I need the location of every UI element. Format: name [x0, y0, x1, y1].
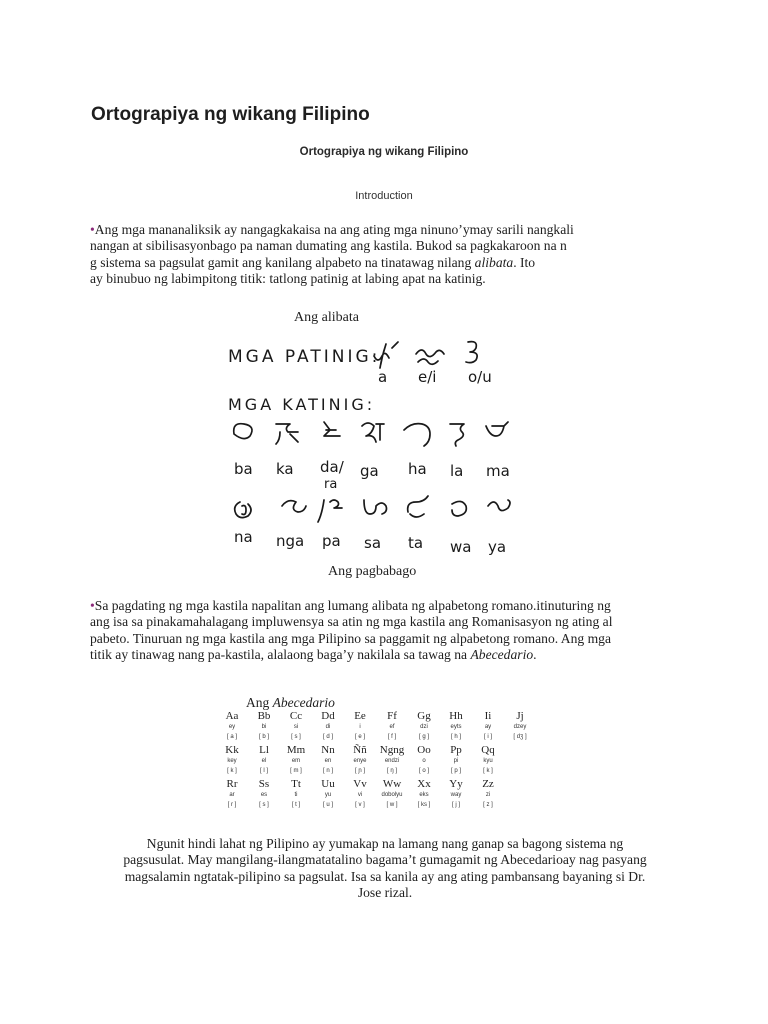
glyph-ba	[234, 424, 252, 439]
abecedario-letter-name: em	[291, 758, 301, 764]
abecedario-letter: Ww	[382, 778, 402, 790]
glyph-ka	[276, 424, 298, 444]
abecedario-cell	[216, 710, 248, 742]
abecedario-letter: Pp	[450, 744, 462, 756]
abecedario-cell	[472, 710, 504, 742]
alibata-caption: Ang alibata	[294, 310, 359, 325]
glyph-ha	[404, 424, 430, 446]
glyph-pa	[318, 500, 342, 522]
paragraph-line: pabeto. Tinuruan ng mga kastila ang mga Pilipino sa paggamit ng alpabetong romano. Ang mga	[90, 630, 612, 646]
paragraph-line: .	[533, 646, 537, 662]
abecedario-table	[216, 710, 536, 810]
alibata-term: alibata	[474, 254, 514, 270]
abecedario-letter: Ll	[259, 744, 269, 756]
glyph-ma	[486, 422, 508, 436]
glyph-ga	[362, 423, 384, 442]
abecedario-cell	[216, 778, 248, 810]
abecedario-cell	[216, 744, 248, 776]
abecedario-letter: Vv	[353, 778, 367, 790]
abecedario-cell	[408, 744, 440, 776]
abecedario-letter-sound: [ f ]	[387, 734, 397, 740]
abecedario-letter-sound: [ e ]	[354, 734, 365, 740]
abecedario-letter-sound: [ ɲ ]	[354, 768, 365, 774]
alibata-chart-image	[220, 330, 540, 562]
intro-heading: Introduction	[355, 190, 413, 202]
abecedario-letter-name: es	[260, 792, 268, 798]
abecedario-letter-name: eks	[419, 792, 429, 798]
abecedario-letter: Bb	[257, 710, 271, 722]
abecedario-row	[216, 778, 536, 810]
abecedario-letter-sound: [ u ]	[322, 802, 333, 808]
abecedario-cell	[472, 778, 504, 810]
abecedario-letter-name: bi	[261, 724, 267, 730]
abecedario-letter-name: dzey	[513, 724, 527, 730]
abecedario-letter: Ññ	[353, 744, 367, 756]
paragraph-line: Sa pagdating ng mga kastila napalitan ang lumang alibata ng alpabetong romano.itinuturing ng	[94, 598, 611, 613]
abecedario-letter-name: dzi	[420, 724, 428, 730]
abecedario-letter-sound: [ a ]	[226, 734, 237, 740]
abecedario-cell	[280, 778, 312, 810]
glyph-da	[324, 422, 340, 436]
vowel-label: e/i	[418, 368, 437, 386]
abecedario-cell	[376, 778, 408, 810]
glyph-la	[450, 424, 464, 446]
glyph-na	[235, 502, 251, 518]
abecedario-letter: Aa	[225, 710, 239, 722]
abecedario-letter-sound: [ s ]	[291, 734, 301, 740]
caption-term: Abecedario	[272, 695, 335, 710]
abecedario-letter-sound: [ k ]	[483, 768, 493, 774]
abecedario-term: Abecedario	[470, 646, 534, 662]
consonant-label: nga	[276, 532, 305, 550]
abecedario-letter-sound: [ ks ]	[417, 802, 431, 808]
abecedario-cell	[312, 778, 344, 810]
abecedario-letter-sound: [ l ]	[259, 768, 268, 774]
abecedario-letter: Cc	[289, 710, 303, 722]
abecedario-cell	[376, 744, 408, 776]
abecedario-letter: Ss	[258, 778, 270, 790]
abecedario-letter: Rr	[226, 778, 238, 790]
abecedario-letter-sound: [ p ]	[450, 768, 461, 774]
consonant-label: na	[234, 528, 253, 546]
abecedario-cell	[312, 710, 344, 742]
paragraph-line: pagsusulat. May mangilang-ilangmatatalino bagama’t gumagamit ng Abecedarioay nag pasyang	[123, 852, 647, 868]
abecedario-letter-name: eyts	[450, 724, 462, 730]
consonant-label: da/	[320, 458, 344, 476]
abecedario-caption	[246, 695, 335, 711]
consonant-label: la	[450, 462, 464, 480]
abecedario-letter-name: el	[261, 758, 267, 764]
abecedario-letter-name: way	[450, 792, 462, 798]
abecedario-letter-sound: [ n ]	[322, 768, 333, 774]
abecedario-letter: Jj	[516, 710, 524, 722]
paragraph-rizal	[90, 836, 680, 901]
glyph-nga	[282, 501, 306, 512]
katinig-label: MGA KATINIG:	[228, 395, 376, 414]
abecedario-letter-sound: [ h ]	[450, 734, 461, 740]
abecedario-cell	[248, 778, 280, 810]
abecedario-row	[216, 744, 536, 776]
abecedario-letter-sound: [ s ]	[259, 802, 269, 808]
abecedario-letter: Gg	[417, 710, 431, 722]
abecedario-cell	[280, 744, 312, 776]
abecedario-letter-name: ef	[389, 724, 395, 730]
consonant-label: ba	[234, 460, 253, 478]
consonant-label: sa	[364, 534, 382, 552]
vowel-label: o/u	[468, 368, 492, 386]
abecedario-letter: Ee	[354, 710, 366, 722]
paragraph-line: Jose rizal.	[357, 884, 413, 900]
document-subtitle: Ortograpiya ng wikang Filipino	[299, 146, 469, 158]
consonant-glyphs-row1	[234, 422, 508, 446]
paragraph-line: magsalamin ngtatak-pilipino sa pagsulat. Isa sa kanila ay ang ating pambansang bayaning si Dr.	[124, 868, 646, 884]
abecedario-letter-name: o	[422, 758, 426, 764]
abecedario-cell	[344, 744, 376, 776]
abecedario-letter-name: ey	[228, 724, 236, 730]
abecedario-letter-name: endzi	[384, 758, 400, 764]
abecedario-cell	[344, 710, 376, 742]
abecedario-letter-name: key	[227, 758, 237, 764]
consonant-labels-row2	[234, 528, 506, 556]
consonant-label: ka	[276, 460, 294, 478]
abecedario-letter-name: enye	[353, 758, 367, 764]
abecedario-letter-sound: [ b ]	[258, 734, 269, 740]
glyph-ta	[408, 496, 428, 517]
abecedario-cell	[504, 710, 536, 742]
consonant-label: wa	[450, 538, 472, 556]
abecedario-letter-name: kyu	[483, 758, 493, 764]
abecedario-letter: Ff	[387, 710, 397, 722]
consonant-label: ta	[408, 534, 424, 552]
consonant-label: ma	[486, 462, 510, 480]
consonant-label: ha	[408, 460, 427, 478]
abecedario-row	[216, 710, 536, 742]
patinig-label: MGA PATINIG:	[228, 347, 381, 367]
abecedario-cell	[408, 778, 440, 810]
paragraph-romanization	[90, 598, 680, 663]
abecedario-letter-name: ar	[229, 792, 235, 798]
paragraph-alibata-intro	[90, 222, 680, 287]
paragraph-line: titik ay tinawag nang pa-kastila, alalaong baga’y nakilala sa tawag na	[90, 646, 471, 662]
abecedario-letter: Xx	[417, 778, 431, 790]
abecedario-letter-name: i	[359, 724, 361, 730]
abecedario-cell	[344, 778, 376, 810]
abecedario-letter-name: vi	[357, 792, 363, 798]
bullet-mark: •	[90, 598, 95, 613]
paragraph-line: ay binubuo ng labimpitong titik: tatlong patinig at labing apat na katinig.	[90, 270, 486, 286]
abecedario-letter: Tt	[291, 778, 301, 790]
abecedario-letter: Qq	[481, 744, 495, 756]
vowel-label: a	[378, 368, 388, 386]
abecedario-letter-sound: [ m ]	[290, 768, 302, 774]
abecedario-letter-name: di	[325, 724, 331, 730]
abecedario-letter-name: si	[293, 724, 299, 730]
paragraph-line: . Ito	[513, 254, 536, 270]
abecedario-cell	[248, 710, 280, 742]
glyph-wa	[452, 501, 466, 516]
abecedario-letter: Mm	[286, 744, 306, 756]
vowel-glyph-ei	[416, 350, 444, 364]
abecedario-letter: Dd	[321, 710, 335, 722]
abecedario-letter-name: yu	[324, 792, 332, 798]
abecedario-cell	[440, 710, 472, 742]
abecedario-letter: Zz	[482, 778, 494, 790]
paragraph-line: nangan at sibilisasyonbago pa naman dumating ang kastila. Bukod sa pagkakaroon na n	[90, 238, 567, 254]
abecedario-letter-name: ay	[484, 724, 492, 730]
bullet-mark: •	[90, 222, 95, 237]
paragraph-line: g sistema sa pagsulat gamit ang kanilang alpabeto na tinatawag nilang	[90, 254, 475, 270]
abecedario-letter-sound: [ g ]	[418, 734, 429, 740]
abecedario-cell	[440, 778, 472, 810]
paragraph-line: Ngunit hindi lahat ng Pilipino ay yumakap na lamang nang ganap sa bagong sistema ng	[146, 836, 624, 851]
consonant-labels-row1	[234, 458, 510, 492]
abecedario-letter: Uu	[321, 778, 335, 790]
abecedario-letter: Hh	[449, 710, 463, 722]
abecedario-letter: Yy	[449, 778, 463, 790]
abecedario-letter-sound: [ d ]	[322, 734, 333, 740]
consonant-glyphs-row2	[235, 496, 510, 522]
consonant-label: ya	[488, 538, 507, 556]
abecedario-letter-sound: [ w ]	[386, 802, 398, 808]
abecedario-letter-sound: [ v ]	[355, 802, 365, 808]
abecedario-letter-name: pi	[453, 758, 459, 764]
abecedario-letter-sound: [ dʒ ]	[513, 734, 527, 740]
abecedario-letter-sound: [ ŋ ]	[386, 768, 397, 774]
abecedario-letter-name: ti	[294, 792, 298, 798]
consonant-label: ga	[360, 462, 379, 480]
abecedario-letter-sound: [ i ]	[483, 734, 492, 740]
vowel-glyph-ou	[466, 342, 477, 363]
abecedario-letter-sound: [ t ]	[291, 802, 301, 808]
abecedario-letter-name: zi	[485, 792, 491, 798]
pagbabago-caption: Ang pagbabago	[328, 564, 417, 579]
abecedario-letter-sound: [ o ]	[418, 768, 429, 774]
abecedario-cell	[440, 744, 472, 776]
abecedario-cell	[408, 710, 440, 742]
consonant-label: ra	[324, 477, 338, 492]
page-title: Ortograpiya ng wikang Filipino	[91, 104, 370, 125]
abecedario-cell	[376, 710, 408, 742]
abecedario-letter: Nn	[321, 744, 335, 756]
abecedario-letter-sound: [ j ]	[451, 802, 460, 808]
glyph-sa	[364, 500, 387, 514]
abecedario-letter-sound: [ k ]	[227, 768, 237, 774]
paragraph-line: ang isa sa pinakamahalagang impluwensya sa atin ng mga kastila ang Romanisasyon ng ating al	[90, 614, 613, 630]
abecedario-letter: Ngng	[379, 744, 405, 756]
glyph-ya	[488, 500, 510, 511]
abecedario-cell	[280, 710, 312, 742]
paragraph-line: Ang mga mananaliksik ay nangagkakaisa na ang ating mga ninuno’ymay sarili nangkali	[94, 222, 574, 237]
abecedario-letter-name: en	[324, 758, 332, 764]
abecedario-letter: Ii	[484, 710, 492, 722]
consonant-label: pa	[322, 532, 341, 550]
abecedario-letter: Oo	[417, 744, 431, 756]
abecedario-cell	[472, 744, 504, 776]
abecedario-letter-sound: [ r ]	[227, 802, 237, 808]
abecedario-cell	[312, 744, 344, 776]
caption-text: Ang	[246, 695, 273, 710]
abecedario-letter-name: dobolyu	[381, 792, 403, 798]
abecedario-cell	[248, 744, 280, 776]
abecedario-letter: Kk	[225, 744, 239, 756]
abecedario-letter-sound: [ z ]	[483, 802, 493, 808]
